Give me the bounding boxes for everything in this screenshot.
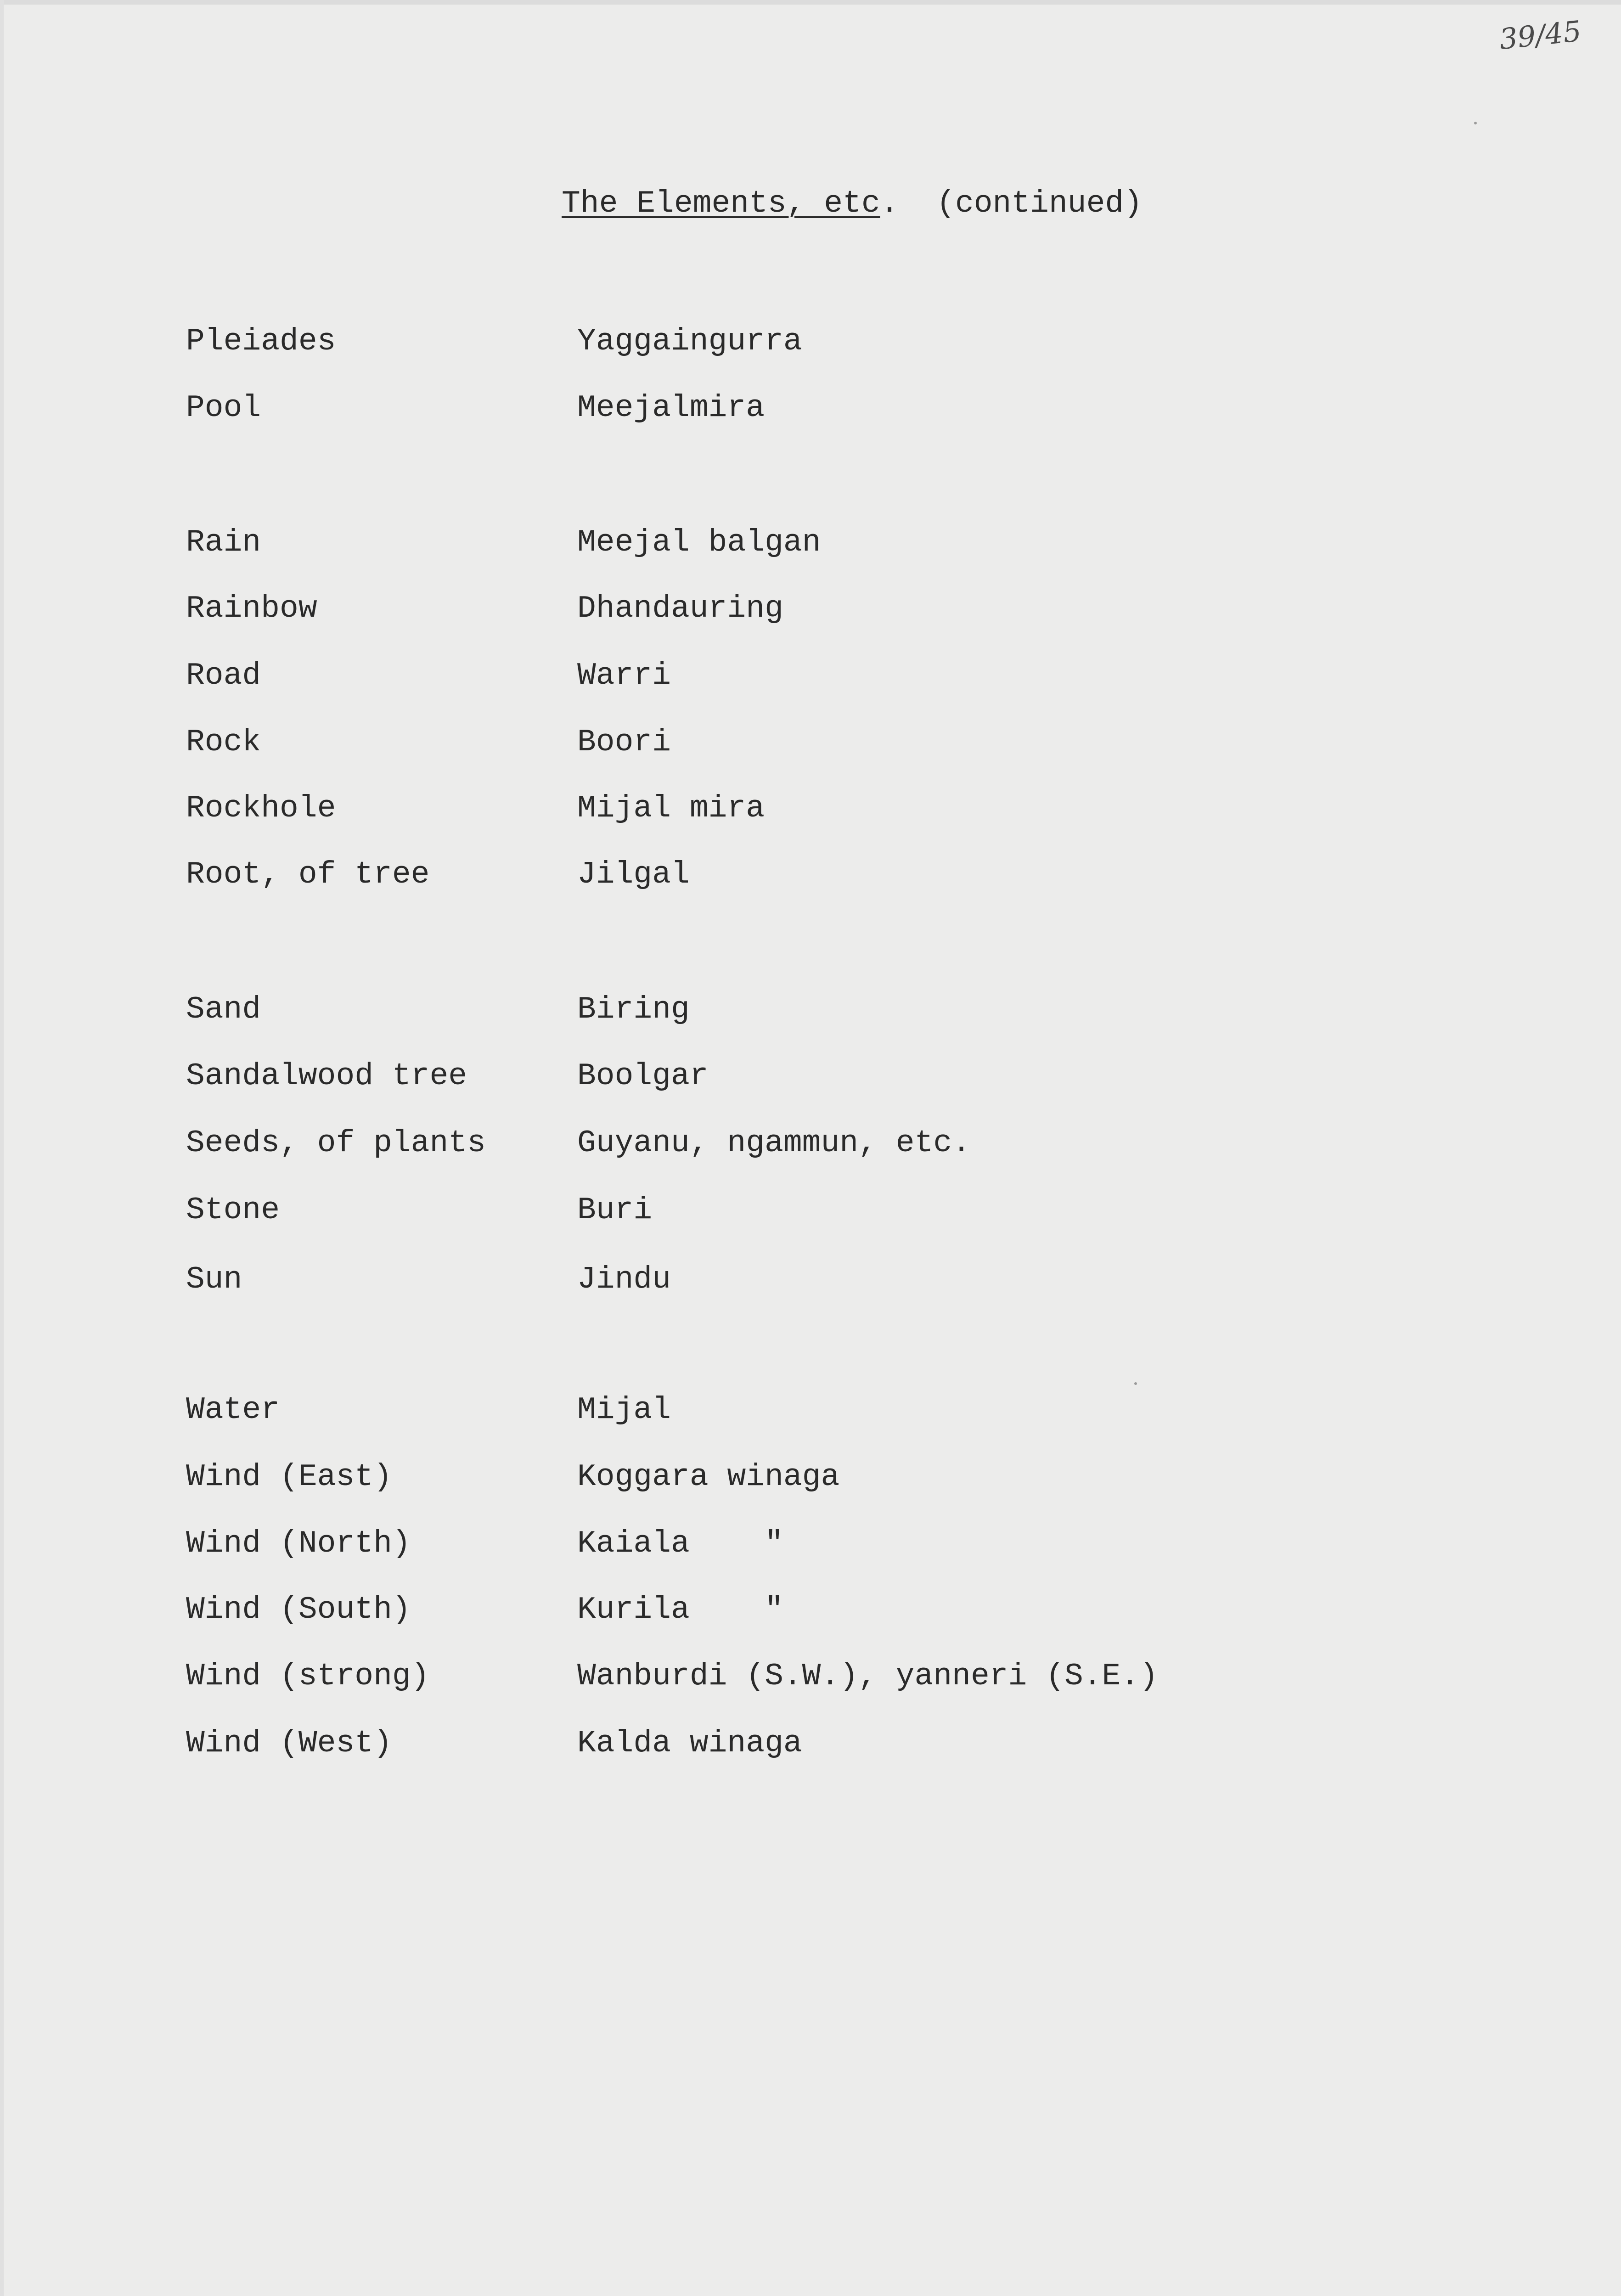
entry-translation: Kalda winaga: [577, 1726, 802, 1761]
entry-translation: Boori: [577, 725, 671, 760]
entry-translation: Boolgar: [577, 1058, 709, 1094]
entry-translation: Warri: [577, 658, 671, 693]
entry-translation: Jindu: [577, 1262, 671, 1297]
title-suffix: . (continued): [880, 186, 1143, 221]
entry-translation: Dhandauring: [577, 591, 783, 626]
entry-term: Rockhole: [186, 791, 336, 826]
entry-term: Stone: [186, 1193, 280, 1228]
entry-translation: Meejal balgan: [577, 525, 821, 560]
entry-term: Wind (strong): [186, 1659, 430, 1694]
scan-speck: [1474, 122, 1477, 124]
entry-row: [186, 992, 1518, 1038]
entry-term: Pool: [186, 390, 261, 426]
entry-translation: Mijal mira: [577, 791, 765, 826]
entry-term: Road: [186, 658, 261, 693]
entry-term: Pleiades: [186, 324, 336, 359]
entry-row: [186, 1459, 1518, 1505]
entry-translation: Biring: [577, 992, 690, 1027]
entry-row: [186, 791, 1518, 837]
entry-term: Root, of tree: [186, 857, 430, 892]
entry-row: [186, 1659, 1518, 1705]
entry-row: [186, 390, 1518, 436]
entry-translation: Koggara winaga: [577, 1459, 840, 1495]
entry-translation: Kurila ": [577, 1592, 783, 1627]
entry-row: [186, 1262, 1518, 1308]
entry-row: [186, 857, 1518, 903]
entry-translation: Buri: [577, 1193, 653, 1228]
entry-row: [186, 725, 1518, 771]
entry-row: [186, 1726, 1518, 1772]
entry-row: [186, 324, 1518, 370]
scan-edge-left: [0, 0, 4, 2296]
entry-row: [186, 1392, 1518, 1438]
entry-term: Rainbow: [186, 591, 317, 626]
entry-row: [186, 1526, 1518, 1572]
entry-term: Sun: [186, 1262, 242, 1297]
entry-translation: Mijal: [577, 1392, 671, 1428]
entry-translation: Kaiala ": [577, 1526, 783, 1561]
entry-translation: Jilgal: [577, 857, 690, 892]
entry-term: Wind (East): [186, 1459, 392, 1495]
entry-term: Wind (West): [186, 1726, 392, 1761]
scan-edge-top: [0, 0, 1621, 5]
entry-term: Sandalwood tree: [186, 1058, 467, 1094]
entry-term: Water: [186, 1392, 280, 1428]
page-title: [562, 186, 1143, 221]
entry-term: Sand: [186, 992, 261, 1027]
entry-row: [186, 1193, 1518, 1238]
scan-speck: [1134, 1382, 1137, 1385]
entry-row: [186, 525, 1518, 571]
entry-translation: Wanburdi (S.W.), yanneri (S.E.): [577, 1659, 1159, 1694]
entry-row: [186, 658, 1518, 704]
title-underlined-part: The Elements, etc: [562, 186, 880, 221]
entry-term: Wind (North): [186, 1526, 411, 1561]
entry-row: [186, 1125, 1518, 1171]
entry-row: [186, 591, 1518, 637]
entry-row: [186, 1058, 1518, 1104]
page-number: 39/45: [1497, 14, 1583, 56]
entry-term: Wind (South): [186, 1592, 411, 1627]
entry-row: [186, 1592, 1518, 1638]
entry-term: Seeds, of plants: [186, 1125, 486, 1161]
entry-translation: Meejalmira: [577, 390, 765, 426]
entry-term: Rain: [186, 525, 261, 560]
entry-term: Rock: [186, 725, 261, 760]
entry-translation: Guyanu, ngammun, etc.: [577, 1125, 971, 1161]
entry-translation: Yaggaingurra: [577, 324, 802, 359]
